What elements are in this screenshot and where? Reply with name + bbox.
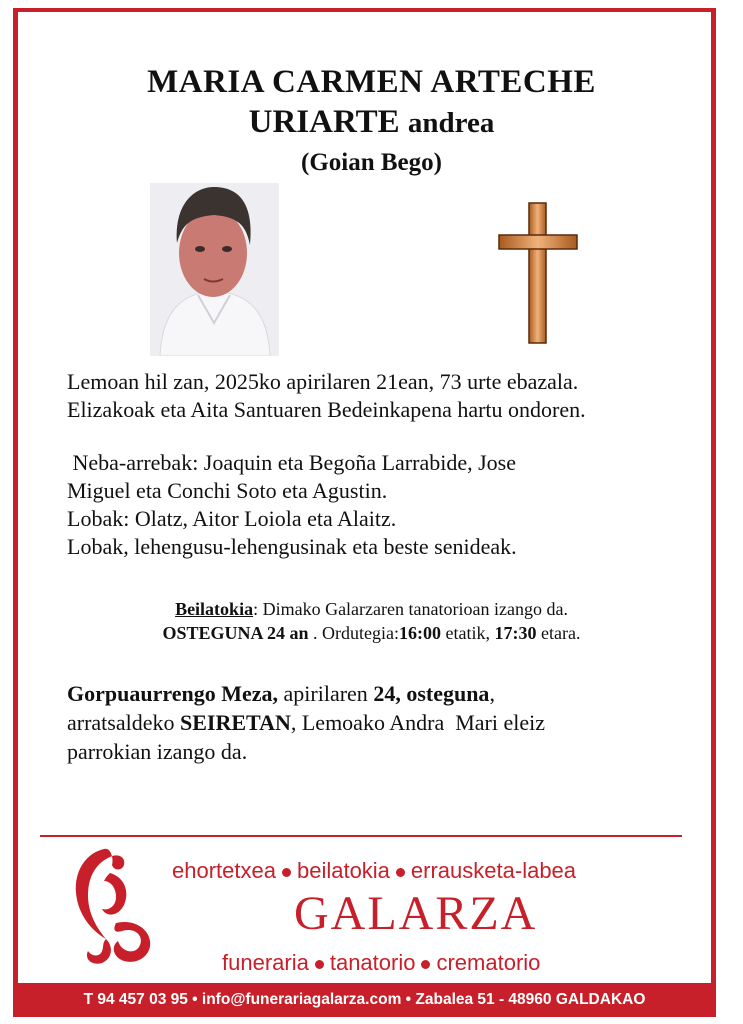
- announcement-line2: Elizakoak eta Aita Santuaren Bedeinkapena hartu ondoren.: [67, 397, 586, 422]
- wake-day: OSTEGUNA 24 an: [162, 623, 309, 643]
- deceased-name-line2: [0, 104, 743, 141]
- time-from: 16:00: [399, 623, 442, 643]
- time-to: 17:30: [494, 623, 537, 643]
- mass-info: [67, 679, 545, 766]
- to-word: etara.: [536, 623, 581, 643]
- mass-date: 24, osteguna: [373, 681, 490, 706]
- portrait-photo: [150, 183, 279, 356]
- announcement-line1: Lemoan hil zan, 2025ko apirilaren 21ean, 73 urte ebazala.: [67, 369, 579, 394]
- services-basque: [172, 858, 576, 884]
- title-suffix: andrea: [407, 107, 495, 139]
- deceased-name-line1: MARIA CARMEN ARTECHE: [147, 64, 596, 100]
- cross-icon: [497, 202, 579, 344]
- family-line2: Miguel eta Conchi Soto eta Agustin.: [67, 478, 388, 503]
- service-spanish-1: funeraria: [222, 950, 309, 975]
- brand-name: GALARZA: [294, 887, 538, 940]
- from-word: etatik,: [441, 623, 495, 643]
- services-spanish: [222, 950, 540, 976]
- mass-line3: parrokian izango da.: [67, 739, 248, 764]
- schedule-prefix: . Ordutegia:: [308, 623, 400, 643]
- family-list: [67, 449, 517, 561]
- family-line3: Lobak: Olatz, Aitor Loiola eta Alaitz.: [67, 506, 397, 531]
- galarza-logo: [66, 843, 158, 969]
- bullet-icon: [315, 960, 324, 969]
- contact-footer: T 94 457 03 95 • info@funerariagalarza.com • Zabalea 51 - 48960 GALDAKAO: [13, 983, 716, 1017]
- mass-title: Gorpuaurrengo Meza,: [67, 681, 279, 706]
- wake-location: : Dimako Galarzaren tanatorioan izango da.: [253, 599, 568, 619]
- service-spanish-2: tanatorio: [329, 950, 416, 975]
- service-spanish-3: crematorio: [436, 950, 541, 975]
- mass-hour: SEIRETAN: [180, 710, 291, 735]
- service-basque-3: errausketa-labea: [410, 858, 577, 883]
- divider: [40, 835, 682, 837]
- bullet-icon: [421, 960, 430, 969]
- family-line4: Lobak, lehengusu-lehengusinak eta beste senideak.: [67, 534, 517, 559]
- announcement: [67, 368, 586, 424]
- family-line1: Neba-arrebak: Joaquin eta Begoña Larrabide, Jose: [67, 450, 516, 475]
- service-basque-1: ehortetxea: [172, 858, 276, 883]
- bullet-icon: [282, 868, 291, 877]
- wake-label: Beilatokia: [175, 599, 254, 619]
- mass-line2-pre: arratsaldeko: [67, 710, 180, 735]
- mass-line2-post: , Lemoako Andra Mari eleiz: [290, 710, 545, 735]
- bullet-icon: [396, 868, 405, 877]
- service-basque-2: beilatokia: [296, 858, 390, 883]
- surname: URIARTE: [248, 104, 400, 140]
- wake-info: [0, 597, 743, 645]
- mass-text1: apirilaren: [278, 681, 374, 706]
- alias: (Goian Bego): [301, 149, 442, 176]
- mass-text2: ,: [489, 681, 495, 706]
